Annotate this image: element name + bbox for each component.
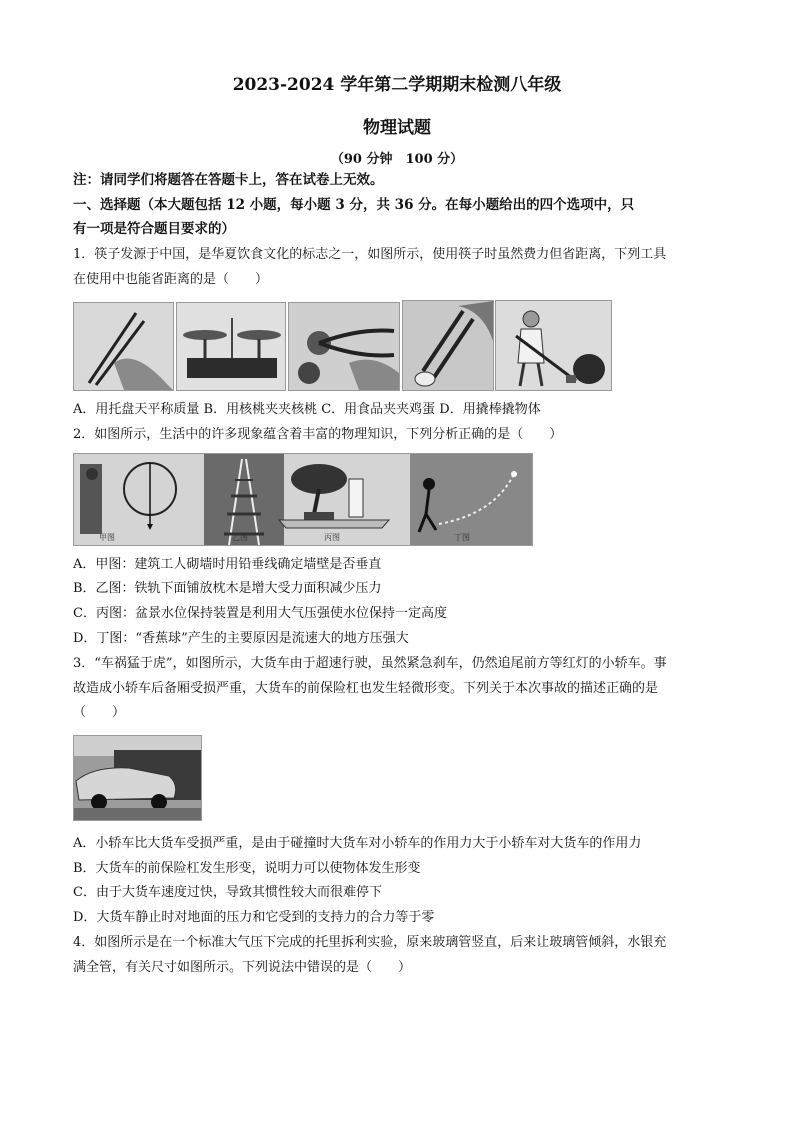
balance-scale-icon <box>176 302 286 391</box>
q3-option-d: D．大货车静止时对地面的压力和它受到的支持力的合力等于零 <box>73 910 435 925</box>
q1-stem: 1．筷子发源于中国，是华夏饮食文化的标志之一，如图所示，使用筷子时虽然费力但省距离，下列工具 <box>73 247 667 262</box>
q1-stem-cont: 在使用中也能省距离的是（ ） <box>73 272 269 287</box>
q2-figure <box>73 453 533 546</box>
q4-stem: 4．如图所示是在一个标准大气压下完成的托里拆利实验，原来玻璃管竖直，后来让玻璃管倾斜，水银充 <box>73 935 667 950</box>
q3-stem-bracket: （ ） <box>73 705 126 720</box>
food-tongs-icon <box>402 300 494 391</box>
q2-stem: 2．如图所示，生活中的许多现象蕴含着丰富的物理知识，下列分析正确的是（ ） <box>73 427 563 442</box>
q3-stem: 3．“车祸猛于虎”，如图所示，大货车由于超速行驶，虽然紧急刹车，仍然追尾前方等红灯的小轿车。事 <box>73 656 667 671</box>
q3-option-a: A．小轿车比大货车受损严重，是由于碰撞时大货车对小轿车的作用力大于小轿车对大货车的作用力 <box>73 836 642 851</box>
q2-caption-bing: 丙图 <box>324 533 340 542</box>
q2-option-d: D．丁图：“香蕉球”产生的主要原因是流速大的地方压强大 <box>73 631 409 646</box>
q2-caption-ding: 丁图 <box>454 533 470 542</box>
crowbar-worker-icon <box>495 300 612 391</box>
exam-title: 2023-2024 学年第二学期期末检测八年级 <box>232 75 562 95</box>
section1-heading: 一、选择题（本大题包括 12 小题，每小题 3 分，共 36 分。在每小题给出的四个选项中，只 <box>73 197 635 213</box>
q3-option-c: C．由于大货车速度过快，导致其惯性较大而很难停下 <box>73 885 382 900</box>
nutcracker-icon <box>288 302 400 391</box>
truck-crash-icon <box>73 735 202 821</box>
q2-option-c: C．丙图：盆景水位保持装置是利用大气压强使水位保持一定高度 <box>73 606 447 621</box>
q3-option-b: B．大货车的前保险杠发生形变，说明力可以使物体发生形变 <box>73 861 421 876</box>
q4-stem-cont: 满全管，有关尺寸如图所示。下列说法中错误的是（ ） <box>73 960 412 975</box>
exam-note: 注：请同学们将题答在答题卡上，答在试卷上无效。 <box>73 172 384 188</box>
railway-track-icon <box>204 454 284 545</box>
subject-title: 物理试题 <box>363 118 431 138</box>
q3-stem-cont: 故造成小轿车后备厢受损严重，大货车的前保险杠也发生轻微形变。下列关于本次事故的描述正确的是 <box>73 681 659 696</box>
q2-option-b: B．乙图：铁轨下面铺放枕木是增大受力面积减少压力 <box>73 581 382 596</box>
q2-caption-jia: 甲图 <box>99 533 115 542</box>
q2-option-a: A．甲图：建筑工人砌墙时用铅垂线确定墙壁是否垂直 <box>73 557 382 572</box>
banana-kick-icon <box>410 454 532 545</box>
section1-heading-cont: 有一项是符合题目要求的） <box>73 221 235 237</box>
exam-meta: （90 分钟 100 分） <box>330 152 464 167</box>
q2-caption-yi: 乙图 <box>232 533 248 542</box>
chopsticks-hand-icon <box>73 302 174 391</box>
q1-options: A．用托盘天平称质量 B．用核桃夹夹核桃 C．用食品夹夹鸡蛋 D．用撬棒撬物体 <box>73 402 541 417</box>
